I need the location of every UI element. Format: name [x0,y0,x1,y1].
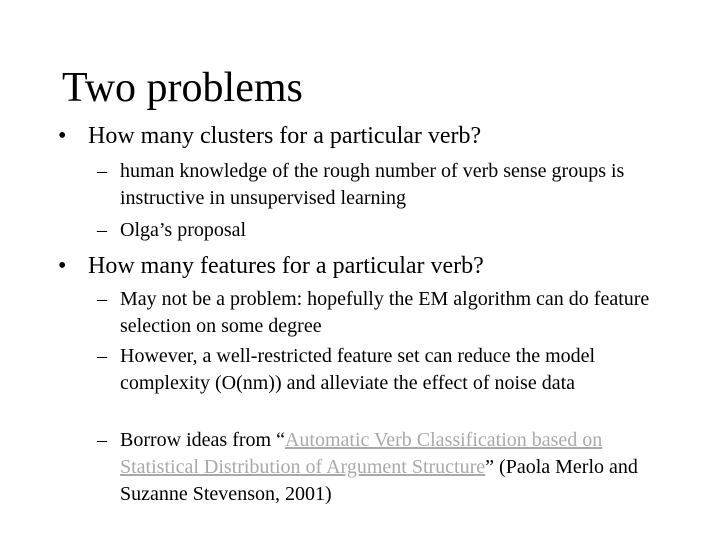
dash-marker: – [97,288,107,310]
bullet-marker: • [58,253,67,279]
sub-bullet-restricted-feature-set [97,343,680,397]
paper-title-link[interactable]: Automatic Verb Classification based on Statistical Distribution of Argument Structure [120,429,603,478]
bullet-clusters [58,121,688,151]
sub-bullet-text: May not be a problem: hopefully the EM algorithm can do feature selection on some degree [120,288,650,337]
sub-bullet-human-knowledge [97,158,680,212]
sub-bullet-text: human knowledge of the rough number of verb sense groups is instructive in unsupervised learning [120,160,625,209]
sub-bullet-text: Olga’s proposal [120,219,247,241]
sub-bullet-em-algorithm [97,286,680,340]
dash-marker: – [97,219,107,241]
bullet-features [58,251,688,281]
dash-marker: – [97,345,107,367]
sub-bullet-text [120,427,680,508]
bullet-text: How many clusters for a particular verb? [88,123,482,149]
sub-bullet-text: However, a well-restricted feature set can reduce the model complexity (O(nm)) and alleviate the effect of noise data [120,345,596,394]
bullet-marker: • [58,123,67,149]
sub-bullet-olga-proposal [97,217,680,244]
borrow-prefix: Borrow ideas from “ [120,429,285,451]
dash-marker: – [97,429,107,451]
dash-marker: – [97,160,107,182]
bullet-text: How many features for a particular verb? [88,253,484,279]
sub-bullet-borrow-ideas [97,427,680,508]
borrow-suffix: ” (Paola Merlo and Suzanne Stevenson, 2001) [120,456,638,505]
slide-title: Two problems [62,65,303,111]
